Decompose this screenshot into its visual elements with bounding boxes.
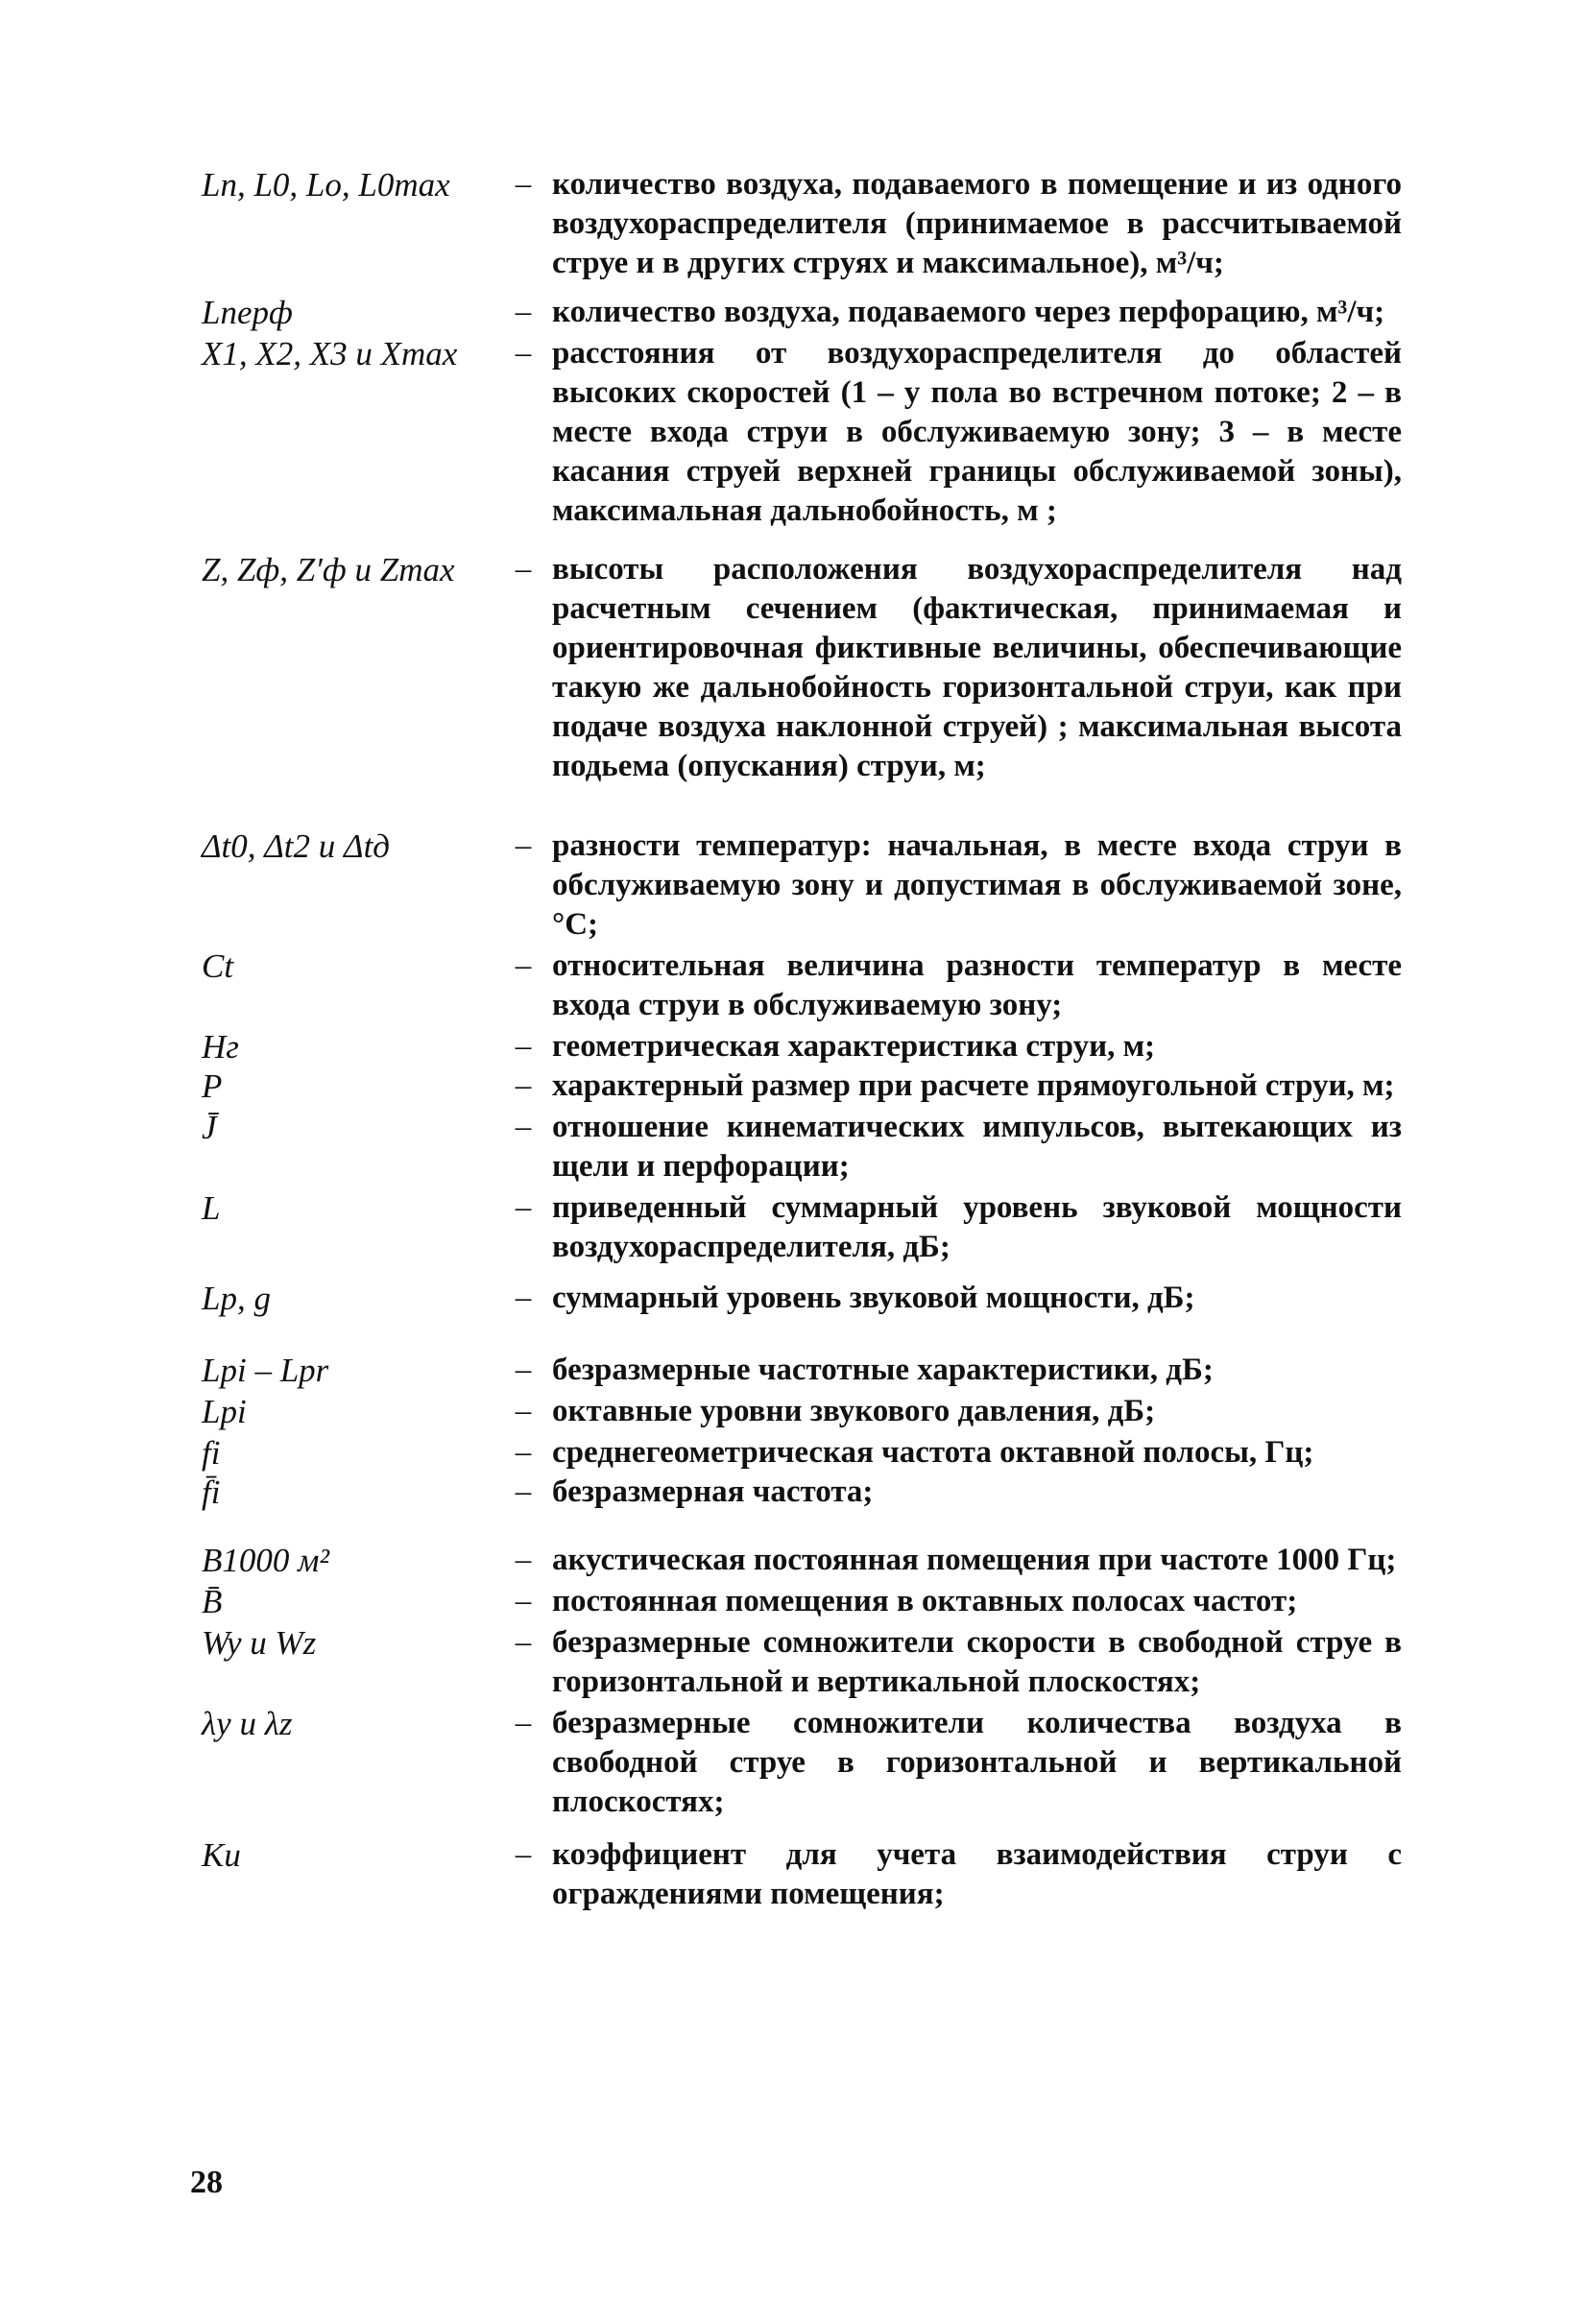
entry-dash: –: [515, 167, 532, 202]
list-item: [202, 1541, 1402, 1580]
entry-dash: –: [515, 552, 532, 587]
entry-symbol: Wy и Wz: [202, 1624, 317, 1662]
list-item: [202, 946, 1402, 1025]
entry-symbol: L: [202, 1189, 221, 1227]
list-item: [202, 1188, 1402, 1267]
entry-description: расстояния от воздухораспределителя до областей высоких скоростей (1 – у пола во встречном потоке; 2 – в месте входа струи в обслуживаемую зону; 3 – в месте касания струей верхней границы обслуживаемой зоны), максимальная дальнобойность, м ;: [552, 336, 1402, 528]
list-item: [202, 1623, 1402, 1702]
entry-dash: –: [515, 1474, 532, 1509]
list-item: [202, 1351, 1402, 1390]
list-item: [202, 1473, 1402, 1512]
entry-dash: –: [515, 1110, 532, 1144]
entry-description: среднегеометрическая частота октавной полосы, Гц;: [552, 1435, 1314, 1470]
entry-symbol: f̄i: [202, 1473, 221, 1511]
entry-description: разности температур: начальная, в месте входа струи в обслуживаемую зону и допустимая в обслуживаемой зоне, °С;: [552, 828, 1402, 942]
entry-dash: –: [515, 1706, 532, 1740]
entry-symbol: X1, X2, X3 и Xmax: [202, 335, 458, 372]
entry-dash: –: [515, 828, 532, 863]
entry-symbol: Ct: [202, 947, 234, 985]
entry-description: безразмерные сомножители количества воздуха в свободной струе в горизонтальной и вертикальной плоскостях;: [552, 1706, 1402, 1819]
list-item: [202, 1279, 1402, 1318]
entry-dash: –: [515, 1068, 532, 1103]
entry-symbol: Lpi: [202, 1393, 247, 1430]
list-item: [202, 293, 1402, 332]
list-item: [202, 1066, 1402, 1106]
list-item: [202, 550, 1402, 786]
entry-description: октавные уровни звукового давления, дБ;: [552, 1394, 1156, 1428]
list-item: [202, 1835, 1402, 1914]
entry-dash: –: [515, 1394, 532, 1428]
entry-dash: –: [515, 1584, 532, 1618]
entry-description: безразмерные частотные характеристики, дБ;: [552, 1353, 1214, 1387]
list-item: [202, 1704, 1402, 1822]
entry-symbol: λy и λz: [202, 1705, 293, 1742]
list-item: [202, 334, 1402, 531]
entry-dash: –: [515, 1435, 532, 1470]
entry-dash: –: [515, 948, 532, 983]
entry-dash: –: [515, 1625, 532, 1660]
entry-dash: –: [515, 1353, 532, 1387]
entry-description: характерный размер при расчете прямоугольной струи, м;: [552, 1068, 1395, 1103]
entry-description: безразмерная частота;: [552, 1474, 874, 1509]
entry-dash: –: [515, 1281, 532, 1315]
entry-symbol: P: [202, 1067, 223, 1105]
list-item: [202, 1433, 1402, 1473]
entry-symbol: B̄: [202, 1583, 223, 1620]
entry-dash: –: [515, 1837, 532, 1872]
entry-symbol: J̄: [202, 1109, 217, 1146]
entry-description: приведенный суммарный уровень звуковой мощности воздухораспределителя, дБ;: [552, 1190, 1402, 1264]
page-number: 28: [190, 2165, 223, 2200]
entry-symbol: Lpi – Lpr: [202, 1352, 329, 1389]
entry-description: постоянная помещения в октавных полосах частот;: [552, 1584, 1298, 1618]
list-item: [202, 165, 1402, 283]
entry-symbol: Lперф: [202, 294, 293, 331]
entry-dash: –: [515, 1029, 532, 1064]
entry-symbol: B1000 м²: [202, 1542, 329, 1579]
entry-description: отношение кинематических импульсов, вытекающих из щели и перфорации;: [552, 1110, 1402, 1184]
entry-symbol: Hг: [202, 1028, 239, 1066]
entry-description: количество воздуха, подаваемого в помещение и из одного воздухораспределителя (принимаемое в рассчитываемой струе и в других струях и максимальное), м³/ч;: [552, 167, 1402, 280]
entry-description: количество воздуха, подаваемого через перфорацию, м³/ч;: [552, 295, 1385, 329]
entry-description: коэффициент для учета взаимодействия струи с ограждениями помещения;: [552, 1837, 1402, 1911]
entry-symbol: Ku: [202, 1836, 241, 1874]
entry-description: высоты расположения воздухораспределителя над расчетным сечением (фактическая, принимаемая и ориентировочная фиктивные величины, обеспечивающие такую же дальнобойность горизонтальной струи, как при подаче воздуха наклонной струей) ; максимальная высота подьема (опускания) струи, м;: [552, 552, 1402, 783]
list-item: [202, 1582, 1402, 1621]
entry-symbol: Z, Zф, Z′ф и Zmax: [202, 551, 455, 588]
list-item: [202, 827, 1402, 945]
list-item: [202, 1027, 1402, 1066]
entry-dash: –: [515, 295, 532, 329]
list-item: [202, 1108, 1402, 1186]
entry-symbol: Lp, g: [202, 1280, 271, 1317]
symbol-list: [202, 165, 1402, 1914]
entry-symbol: Δt0, Δt2 и Δtд: [202, 827, 391, 865]
entry-description: безразмерные сомножители скорости в свободной струе в горизонтальной и вертикальной плоскостях;: [552, 1625, 1402, 1699]
list-item: [202, 1392, 1402, 1431]
entry-description: геометрическая характеристика струи, м;: [552, 1029, 1156, 1064]
entry-dash: –: [515, 1543, 532, 1577]
entry-symbol: fi: [202, 1434, 221, 1472]
entry-description: акустическая постоянная помещения при частоте 1000 Гц;: [552, 1543, 1397, 1577]
entry-description: суммарный уровень звуковой мощности, дБ;: [552, 1281, 1195, 1315]
entry-dash: –: [515, 336, 532, 371]
entry-description: относительная величина разности температур в месте входа струи в обслуживаемую зону;: [552, 948, 1402, 1022]
entry-dash: –: [515, 1190, 532, 1225]
entry-symbol: Lп, L0, Lо, L0max: [202, 166, 450, 204]
